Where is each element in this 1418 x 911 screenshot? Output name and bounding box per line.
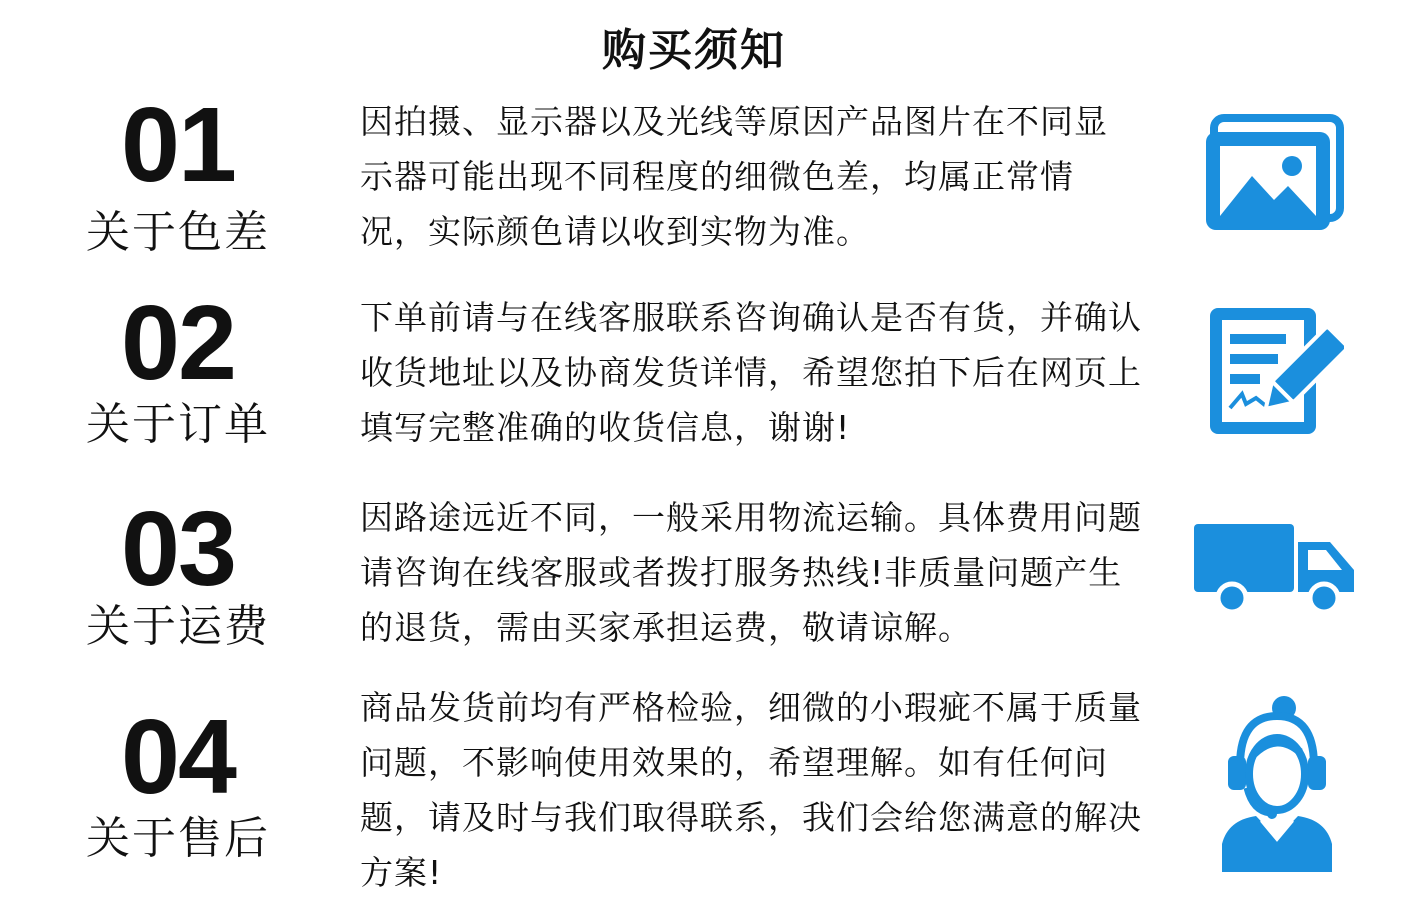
section-label: 关于运费 — [86, 601, 270, 652]
section-number: 03 — [121, 490, 235, 608]
image-gallery-icon — [1204, 114, 1344, 232]
section-label: 关于售后 — [86, 813, 270, 864]
section-label: 关于订单 — [86, 399, 270, 450]
page-title: 购买须知 — [602, 25, 786, 76]
section-label: 关于色差 — [86, 207, 270, 258]
section-description: 因路途远近不同，一般采用物流运输。具体费用问题请咨询在线客服或者拨打服务热线!非质量问题产生的退货，需由买家承担运费，敬请谅解。 — [360, 498, 1142, 647]
section-number: 02 — [121, 284, 235, 402]
section-number: 01 — [121, 86, 235, 204]
customer-service-icon — [1218, 696, 1336, 872]
document-sign-icon — [1206, 304, 1344, 438]
section-number: 04 — [121, 698, 235, 816]
section-description: 因拍摄、显示器以及光线等原因产品图片在不同显示器可能出现不同程度的细微色差，均属正常情况，实际颜色请以收到实物为准。 — [360, 102, 1108, 251]
section-description: 商品发货前均有严格检验，细微的小瑕疵不属于质量问题，不影响使用效果的，希望理解。如有任何问题，请及时与我们取得联系，我们会给您满意的解决方案! — [360, 688, 1142, 892]
section-description: 下单前请与在线客服联系咨询确认是否有货，并确认收货地址以及协商发货详情，希望您拍下后在网页上填写完整准确的收货信息，谢谢! — [360, 298, 1142, 447]
delivery-truck-icon — [1192, 522, 1358, 614]
